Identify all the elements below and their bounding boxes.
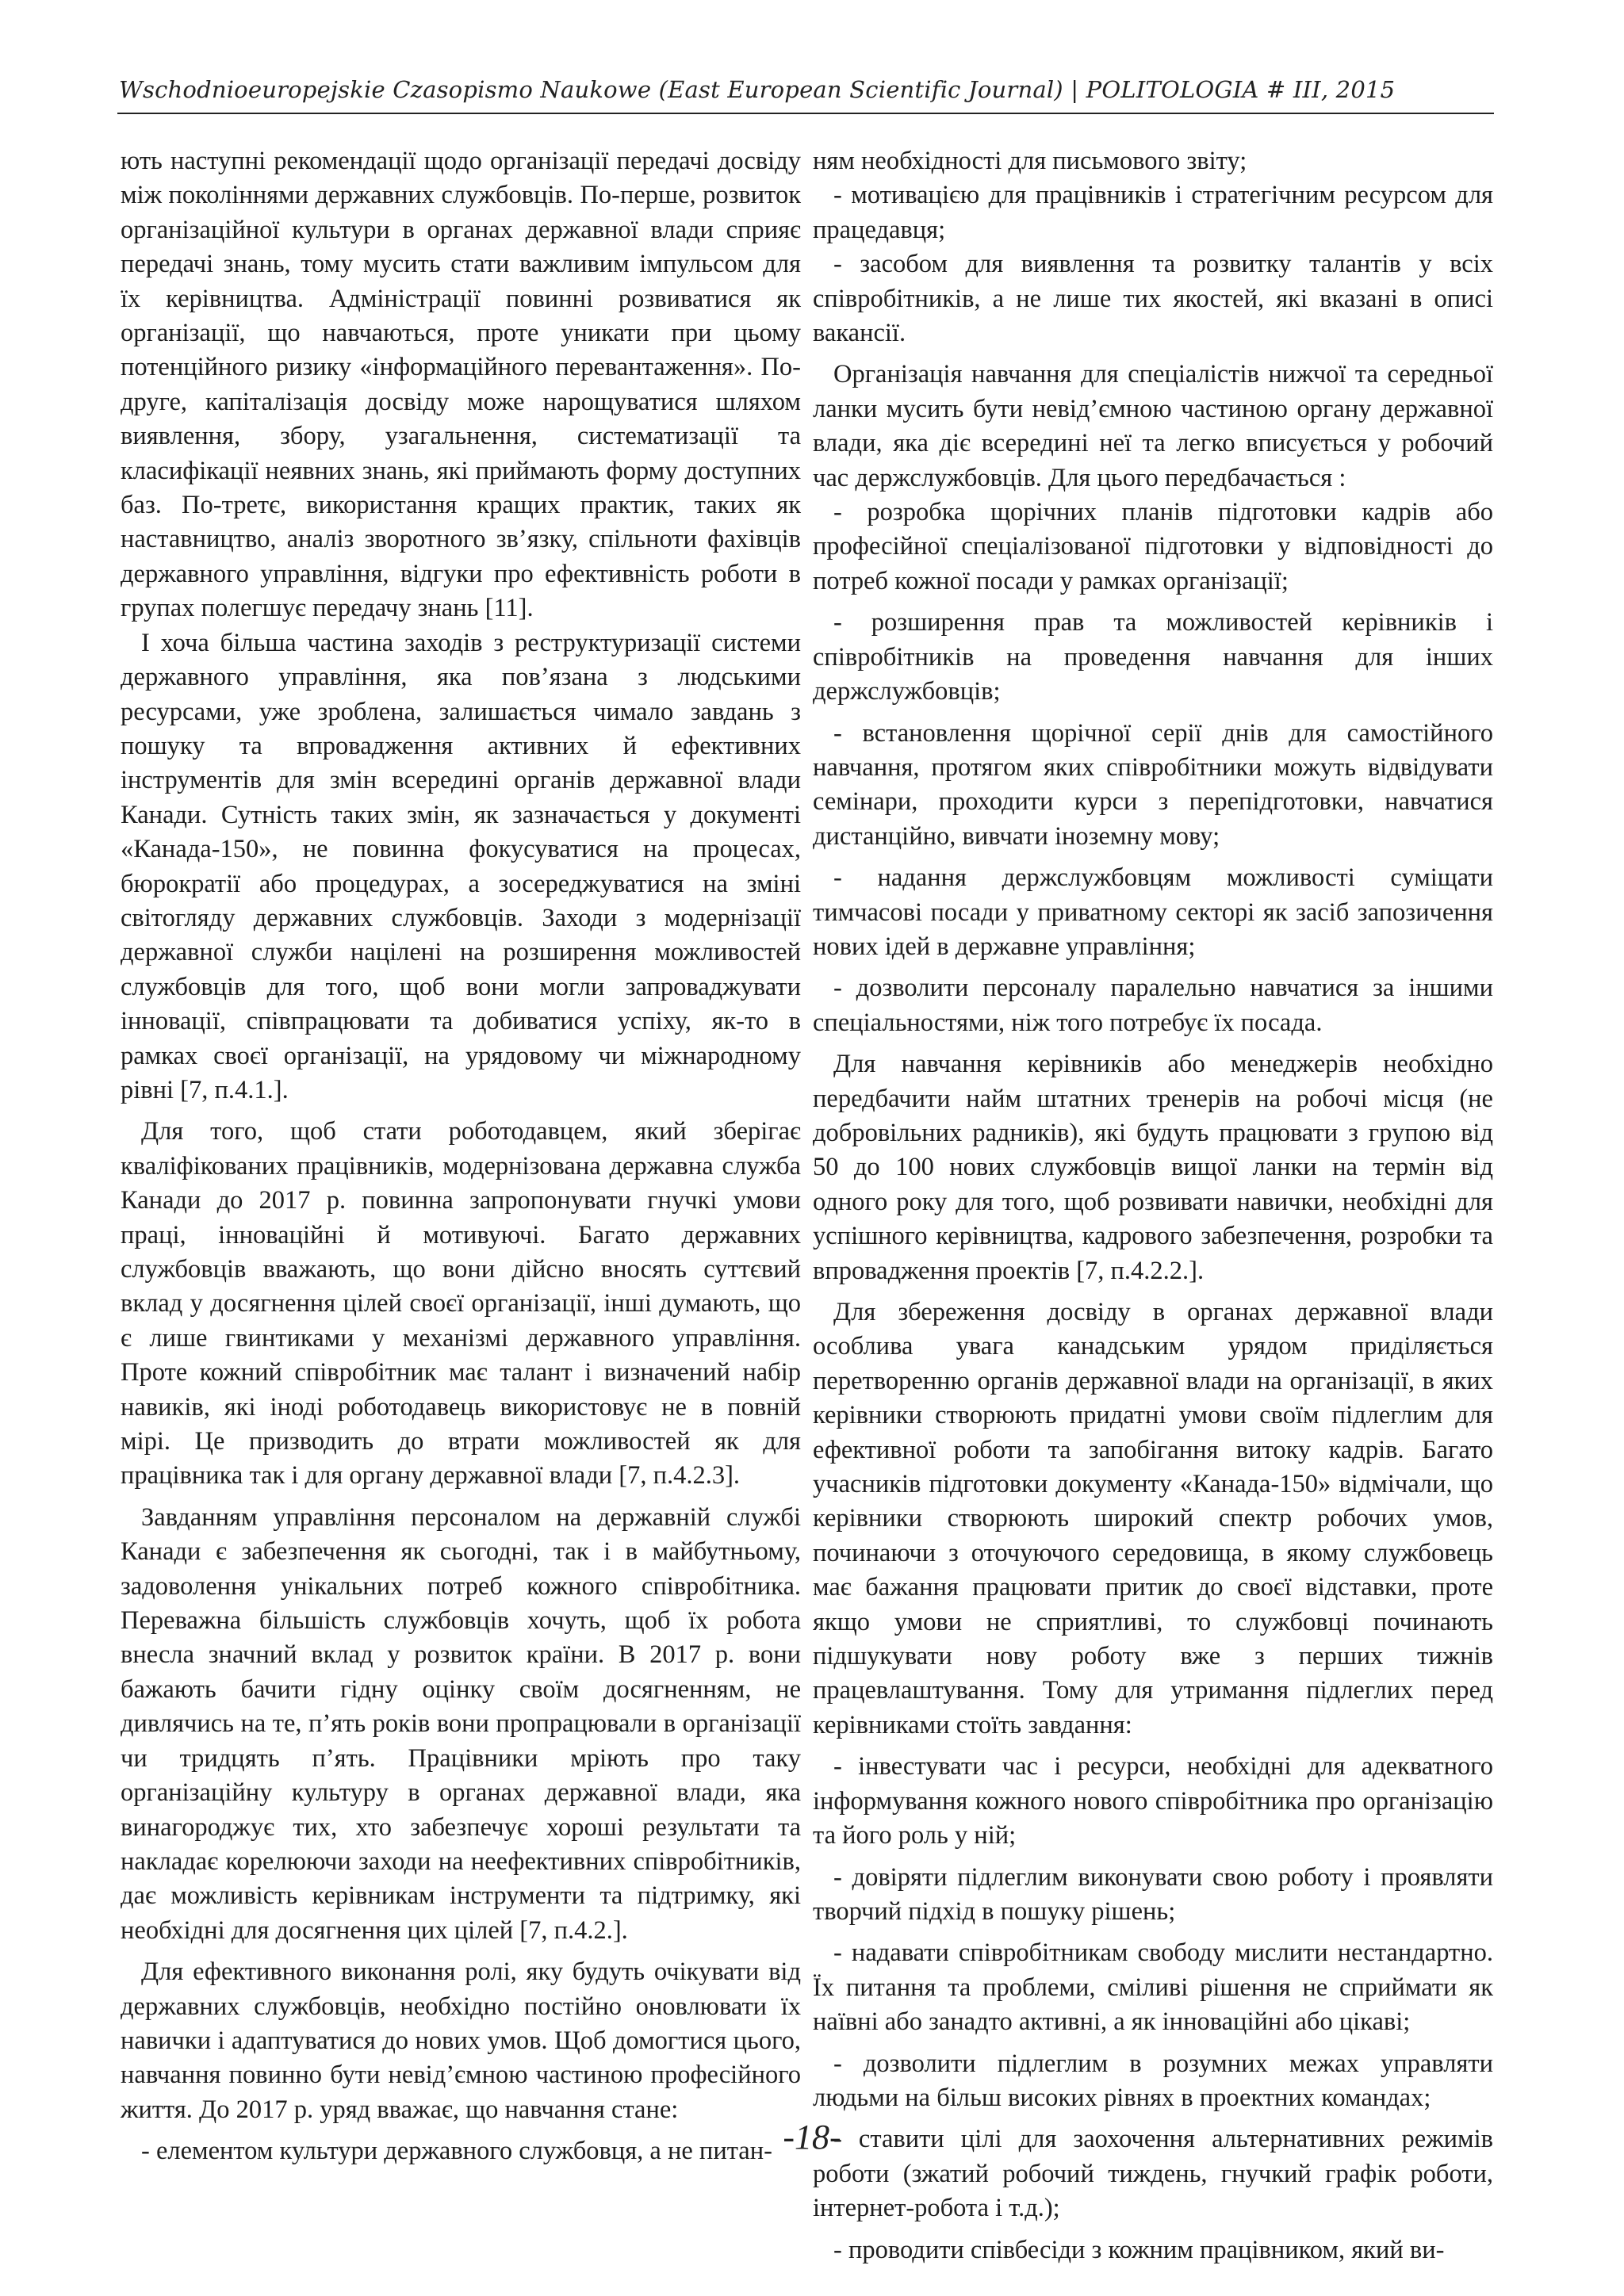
page-number: -18- — [783, 2118, 841, 2156]
paragraph: Для навчання керівників або менеджерів необхідно передбачити найм штатних тренерів на робочі місця (не добровільних радників), які будуть працювати з групою від 50 до 100 нових службовців вищої ланки на термін від одного року для того, щоб розвивати навички, необхідні для успішного керівництва, кадрового забезпечення, розробки та впровадження проектів [7, п.4.2.2.]. — [813, 1050, 1493, 1285]
paragraph: Організація навчання для спеціалістів нижчої та середньої ланки мусить бути невід’ємною частиною органу державної влади, яка діє всередині неї та легко вписується у робочий час держслужбовців. Для цього передбачається : — [813, 360, 1493, 492]
left-column — [121, 144, 801, 2169]
list-item: - мотивацією для працівників і стратегічним ресурсом для працедавця; — [813, 181, 1493, 244]
paragraph: І хоча більша частина заходів з реструктуризації системи державного управління, яка пов’язана з людськими ресурсами, уже зроблена, залишається чимало завдань з пошуку та впровадження активних й ефективних інструментів для змін всередині органів державної влади Канади. Сутність таких змін, як зазначається у документі «Канада-150», не повинна фокусуватися на процесах, бюрократії або процедурах, а зосереджуватися на зміні світогляду державних службовців. Заходи з модернізації державної служби націлені на розширення можливостей службовців для того, щоб вони могли запроваджувати інновації, співпрацювати та добиватися успіху, як-то в рамках своєї організації, на урядовому чи міжнародному рівні [7, п.4.1.]. — [121, 628, 801, 1104]
list-item: - встановлення щорічної серії днів для самостійного навчання, протягом яких співробітники можуть відвідувати семінари, проходити курси з перепідготовки, навчатися дистанційно, вивчати іноземну мову; — [813, 718, 1493, 851]
list-item: - розробка щорічних планів підготовки кадрів або професійної спеціалізованої підготовки у відповідності до потреб кожної посади у рамках організації; — [813, 498, 1493, 595]
right-column — [813, 144, 1493, 2267]
list-item: - дозволити персоналу паралельно навчатися за іншими спеціальностями, ніж того потребує їх посада. — [813, 974, 1493, 1037]
list-item: - надавати співробітникам свободу мислити нестандартно. Їх питання та проблеми, сміливі рішення не сприймати як наївні або занадто активні, а як інноваційні або цікаві; — [813, 1938, 1493, 2037]
list-item: - довіряти підлеглим виконувати свою роботу і проявляти творчий підхід в пошуку рішень; — [813, 1862, 1493, 1926]
paragraph: Для збереження досвіду в органах державної влади особлива увага канадським урядом приділяється перетворенню органів державної влади на організації, в яких керівники створюють придатні умови своїм підлеглим для ефективної роботи та запобігання витоку кадрів. Багато учасників підготовки документу «Канада-150» відмічали, що керівники створюють широкий спектр робочих умов, починаючи з оточуючого середовища, в якому службовець має бажання працювати притик до своєї відставки, проте якщо умови не сприятливі, то службовці починають підшукувати нову роботу вже з перших тижнів працевлаштування. Тому для утримання підлеглих перед керівниками стоїть завдання: — [813, 1298, 1493, 1739]
paragraph: Завданням управління персоналом на державній службі Канади є забезпечення як сьогодні, так і в майбутньому, задоволення унікальних потреб кожного співробітника. Переважна більшість службовців хочуть, щоб їх робота внесла значний вклад у розвиток країни. В 2017 р. вони бажають бачити гідну оцінку своїм досягненням, не дивлячись на те, п’ять років вони пропрацювали в організації чи тридцять п’ять. Працівники мріють про таку організаційну культуру в органах державної влади, яка винагороджує тих, хто забезпечує хороші результати та накладає корелюючи заходи на неефективних співробітників, дає можливість керівникам інструменти та підтримку, які необхідні для досягнення цих цілей [7, п.4.2.]. — [121, 1502, 801, 1945]
paragraph: Для того, щоб стати роботодавцем, який зберігає кваліфікованих працівників, модернізована державна служба Канади до 2017 р. повинна запропонувати гнучкі умови праці, інноваційні й мотивуючі. Багато державних службовців вважають, що вони дійсно вносять суттєвий вклад у досягнення цілей своєї організації, інші думають, що є лише гвинтиками у механізмі державного управління. Проте кожний співробітник має талант і визначений набір навиків, які іноді роботодавець використовує не в повній мірі. Це призводить до втрати можливостей як для працівника так і для органу державної влади [7, п.4.2.3]. — [121, 1117, 801, 1490]
list-item: - ставити цілі для заохочення альтернативних режимів роботи (зжатий робочий тиждень, гнучкий графік роботи, інтернет-робота і т.д.); — [813, 2125, 1493, 2223]
list-item: - інвестувати час і ресурси, необхідні для адекватного інформування кожного нового співробітника про організацію та його роль у ній; — [813, 1752, 1493, 1850]
list-item: - розширення прав та можливостей керівників і співробітників на проведення навчання для інших держслужбовців; — [813, 608, 1493, 706]
list-item: - засобом для виявлення та розвитку талантів у всіх співробітників, а не лише тих якостей, які вказані в описі вакансії. — [813, 250, 1493, 348]
list-item: - елементом культури державного службовця, а не питан- — [141, 2137, 772, 2166]
paragraph: ють наступні рекомендації щодо організації передачі досвіду між поколіннями державних службовців. По-перше, розвиток організаційної культури в органах державної влади сприяє передачі знань, тому мусить стати важливим імпульсом для їх керівництва. Адміністрації повинні розвиватися як організації, що навчаються, проте уникати при цьому потенційного ризику «інформаційного перевантаження». По-друге, капіталізація досвіду може нарощуватися шляхом виявлення, збору, узагальнення, систематизації та класифікації неявних знань, які приймають форму доступних баз. По-третє, використання кращих практик, таких як наставництво, аналіз зворотного зв’язку, спільноти фахівців державного управління, відгуки про ефективність роботи в групах полегшує передачу знань [11]. — [121, 147, 801, 623]
list-item: - надання держслужбовцям можливості суміщати тимчасові посади у приватному секторі як засіб запозичення нових ідей в державне управління; — [813, 863, 1493, 961]
paragraph: ням необхідності для письмового звіту; — [813, 147, 1247, 175]
header-rule — [117, 113, 1494, 114]
list-item: - проводити співбесіди з кожним працівником, який ви- — [833, 2235, 1445, 2264]
running-header: Wschodnioeuropejskie Czasopismo Naukowe (East European Scientific Journal) | POLITOLOGIA # III, 2015 — [119, 76, 1396, 103]
paragraph: Для ефективного виконання ролі, яку будуть очікувати від державних службовців, необхідно постійно оновлювати їх навички і адаптуватися до нових умов. Щоб домогтися цього, навчання повинно бути невід’ємною частиною професійного життя. До 2017 р. уряд вважає, що навчання стане: — [121, 1957, 801, 2124]
list-item: - дозволити підлеглим в розумних межах управляти людьми на більш високих рівнях в проектних командах; — [813, 2049, 1493, 2112]
